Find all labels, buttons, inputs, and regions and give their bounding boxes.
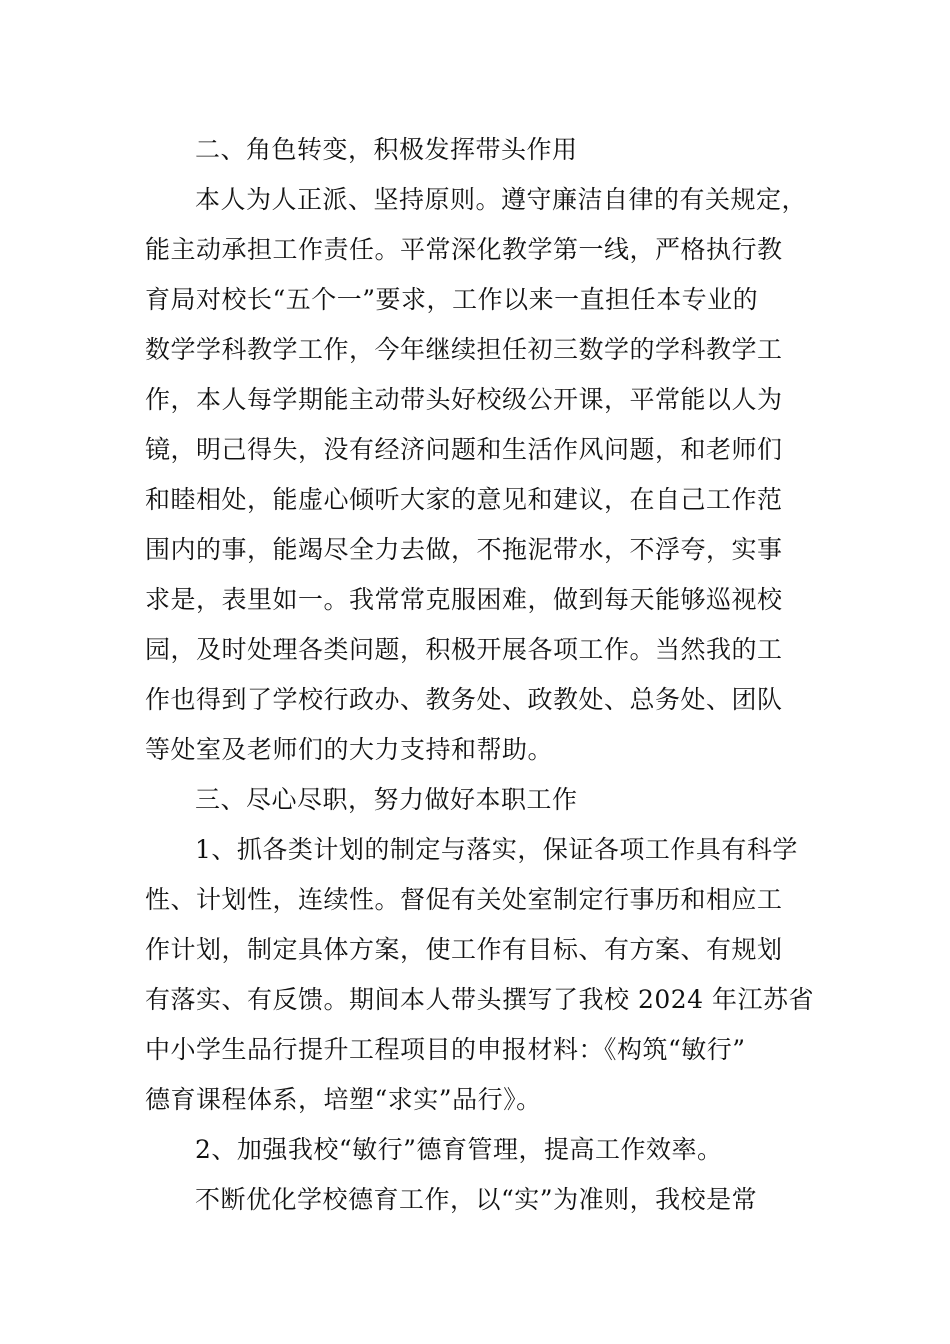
paragraph-line: 园，及时处理各类问题，积极开展各项工作。当然我的工 [145, 635, 783, 664]
paragraph-line: 育局对校长“五个一”要求，工作以来一直担任本专业的 [145, 285, 759, 314]
paragraph-line: 本人为人正派、坚持原则。遵守廉洁自律的有关规定， [195, 185, 808, 214]
paragraph-line: 围内的事，能竭尽全力去做，不拖泥带水，不浮夸，实事 [145, 535, 783, 564]
paragraph-line: 1、抓各类计划的制定与落实，保证各项工作具有科学 [195, 835, 798, 864]
paragraph-line: 中小学生品行提升工程项目的申报材料：《构筑“敏行” [145, 1035, 746, 1064]
paragraph-line: 德育课程体系，培塑“求实”品行》。 [145, 1085, 542, 1114]
section-heading-2: 二、角色转变，积极发挥带头作用 [195, 135, 578, 164]
section-heading-3: 三、尽心尽职，努力做好本职工作 [195, 785, 578, 814]
paragraph-line: 镜，明己得失，没有经济问题和生活作风问题，和老师们 [145, 435, 783, 464]
paragraph-line: 求是，表里如一。我常常克服困难，做到每天能够巡视校 [145, 585, 783, 614]
paragraph-line: 性、计划性，连续性。督促有关处室制定行事历和相应工 [145, 885, 783, 914]
paragraph-line: 作也得到了学校行政办、教务处、政教处、总务处、团队 [145, 685, 783, 714]
paragraph-line: 能主动承担工作责任。平常深化教学第一线，严格执行教 [145, 235, 783, 264]
paragraph-line: 数学学科教学工作，今年继续担任初三数学的学科教学工 [145, 335, 783, 364]
paragraph-line: 有落实、有反馈。期间本人带头撰写了我校 2024 年江苏省 [145, 985, 815, 1014]
paragraph-line: 等处室及老师们的大力支持和帮助。 [145, 735, 554, 764]
paragraph-line: 作计划，制定具体方案，使工作有目标、有方案、有规划 [145, 935, 783, 964]
paragraph-line: 不断优化学校德育工作，以“实”为准则，我校是常 [195, 1185, 758, 1214]
paragraph-line: 和睦相处，能虚心倾听大家的意见和建议，在自己工作范 [145, 485, 783, 514]
paragraph-line: 2、加强我校“敏行”德育管理，提高工作效率。 [195, 1135, 723, 1164]
paragraph-line: 作，本人每学期能主动带头好校级公开课，平常能以人为 [145, 385, 783, 414]
